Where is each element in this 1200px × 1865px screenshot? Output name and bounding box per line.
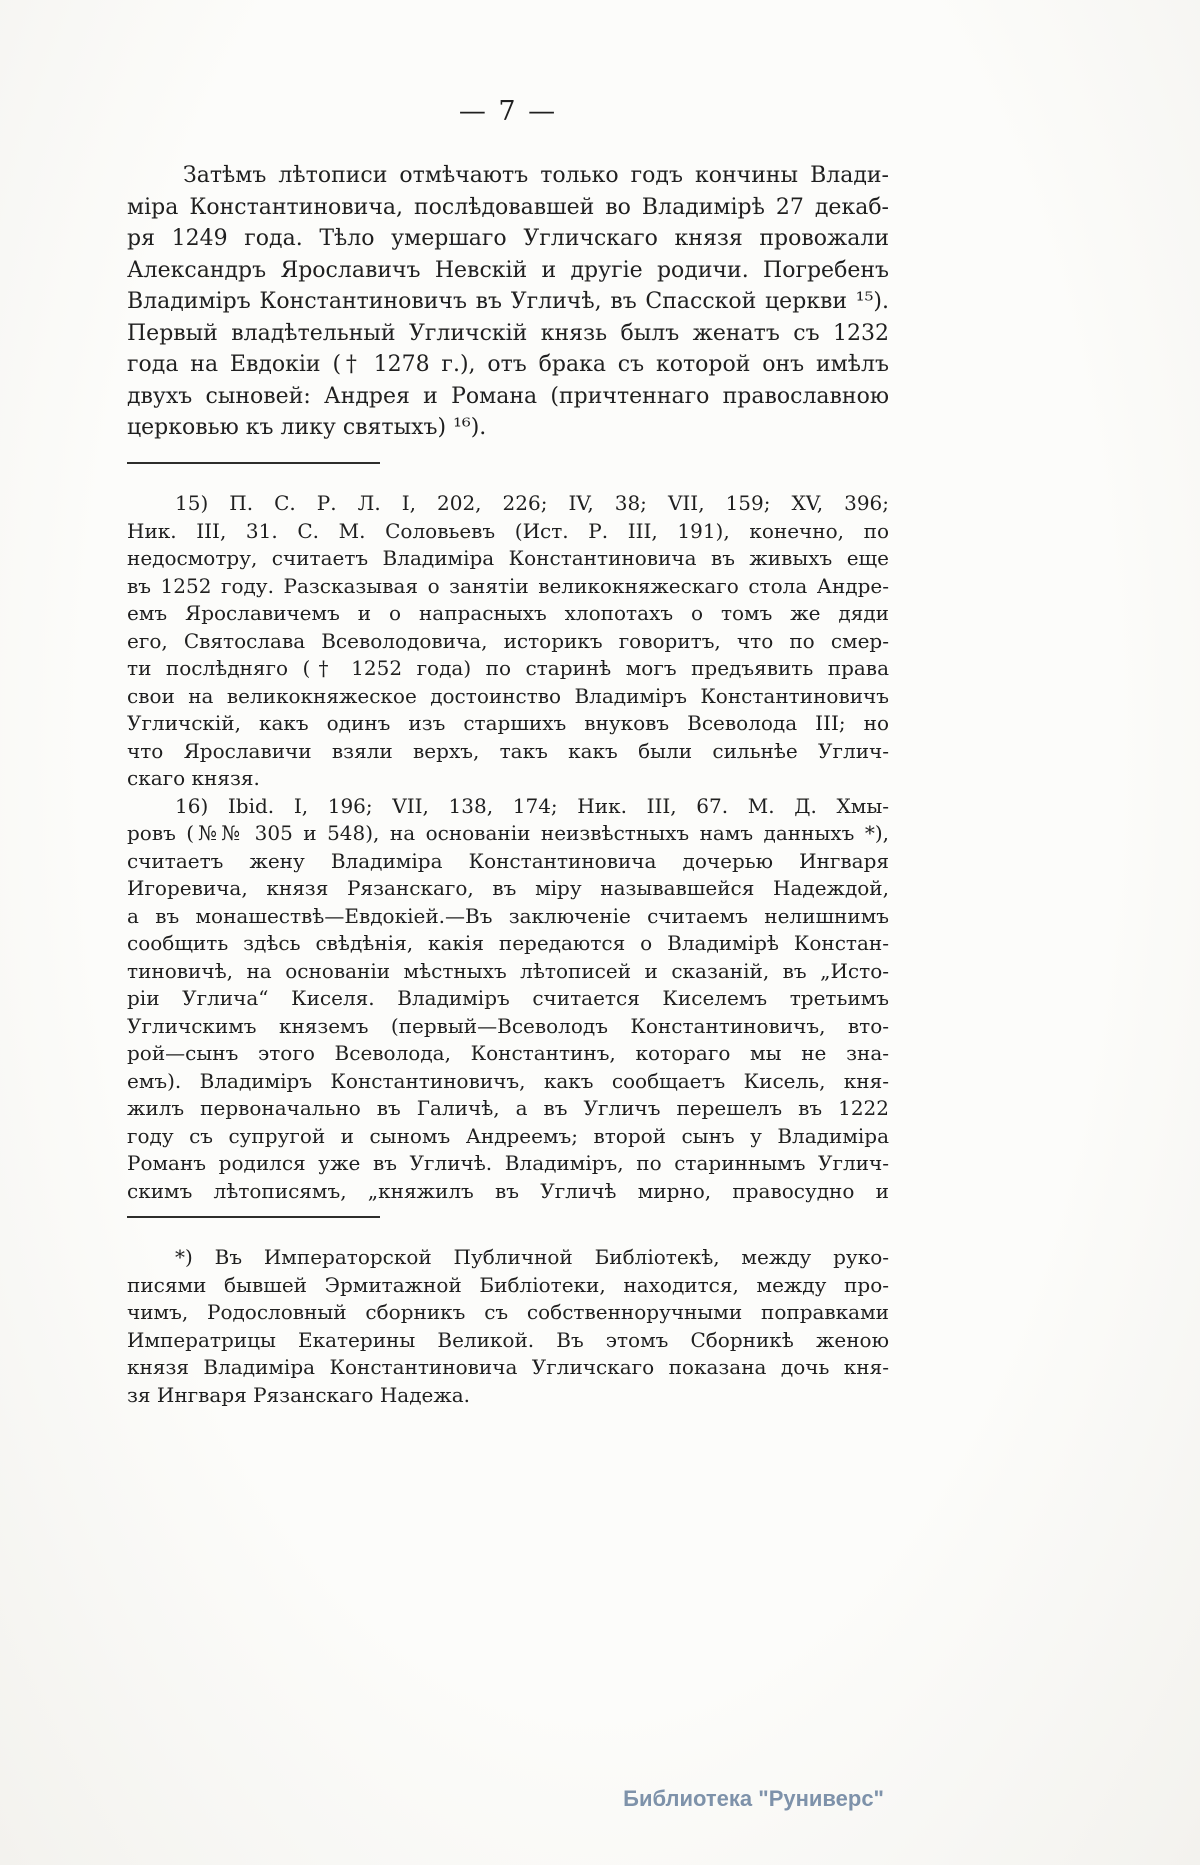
text-line: Первый владѣтельный Угличскій князь былъ женатъ съ 1232 [127, 320, 889, 346]
text-line: зя Ингваря Рязанскаго Надежа. [127, 1382, 471, 1407]
text-line: года на Евдокіи († 1278 г.), отъ брака съ которой онъ имѣлъ [127, 352, 889, 377]
asterisk-note-separator-rule [127, 1216, 380, 1218]
text-line: двухъ сыновей: Андрея и Романа (причтеннаго православною [127, 383, 889, 409]
text-line: писями бывшей Эрмитажной Библіотеки, находится, между про- [127, 1272, 889, 1297]
footnote-15 [127, 490, 889, 793]
text-line: Романъ родился уже въ Угличѣ. Владиміръ, по стариннымъ Углич- [127, 1151, 889, 1175]
text-line: церковью къ лику святыхъ) ¹⁶). [127, 415, 487, 440]
asterisk-footnote [127, 1244, 889, 1409]
text-line: сообщить здѣсь свѣдѣнія, какія передаются о Владимірѣ Констан- [127, 931, 889, 955]
text-line: князя Владиміра Константиновича Угличскаго показана дочь кня- [127, 1355, 889, 1379]
text-line: его, Святослава Всеволодовича, историкъ говоритъ, что по смер- [127, 628, 889, 653]
text-line: году съ супругой и сыномъ Андреемъ; второй сынъ у Владиміра [127, 1123, 889, 1148]
text-line: скаго князя. [127, 766, 260, 790]
text-line: 15) П. С. Р. Л. I, 202, 226; IV, 38; VII, 159; XV, 396; [175, 491, 889, 515]
text-line: Ник. III, 31. С. М. Соловьевъ (Ист. Р. III, 191), конечно, по [127, 518, 889, 543]
footnote-16 [127, 793, 889, 1206]
text-line: считаетъ жену Владиміра Константиновича дочерью Ингваря [127, 848, 889, 873]
text-line: въ 1252 году. Разсказывая о занятіи великокняжескаго стола Андре- [127, 573, 889, 598]
text-line: Императрицы Екатерины Великой. Въ этомъ Сборникѣ женою [127, 1327, 889, 1352]
text-line: недосмотру, считаетъ Владиміра Константиновича въ живыхъ еще [127, 546, 889, 570]
text-line: емъ). Владиміръ Константиновичъ, какъ сообщаетъ Кисель, кня- [127, 1068, 889, 1093]
text-line: Угличскимъ княземъ (первый—Всеволодъ Константиновичъ, вто- [127, 1013, 889, 1038]
text-line: ровъ (№№ 305 и 548), на основаніи неизвѣстныхъ намъ данныхъ *), [127, 821, 889, 845]
footnotes-section [127, 490, 889, 1205]
text-line: Владиміръ Константиновичъ въ Угличѣ, въ Спасской церкви ¹⁵). [127, 289, 889, 314]
text-line: скимъ лѣтописямъ, „княжилъ въ Угличѣ мирно, правосудно и [127, 1178, 889, 1203]
text-line: Александръ Ярославичъ Невскій и другіе родичи. Погребенъ [127, 257, 889, 283]
text-line: ти послѣдняго († 1252 года) по старинѣ могъ предъявить права [127, 656, 889, 680]
text-line: а въ монашествѣ—Евдокіей.—Въ заключеніе считаемъ нелишнимъ [127, 903, 889, 928]
page-number: — 7 — [458, 96, 558, 127]
library-watermark: Библиотека "Руниверс" [623, 1786, 884, 1811]
text-line: что Ярославичи взяли верхъ, такъ какъ были сильнѣе Углич- [127, 738, 889, 763]
text-line: ріи Углича“ Киселя. Владиміръ считается Киселемъ третьимъ [127, 986, 889, 1010]
text-line: чимъ, Родословный сборникъ съ собственноручными поправками [127, 1300, 889, 1324]
text-line: свои на великокняжеское достоинство Владиміръ Константиновичъ [127, 683, 889, 708]
text-line: ря 1249 года. Тѣло умершаго Угличскаго князя провожали [127, 226, 889, 251]
text-line: жилъ первоначально въ Галичѣ, а въ Угличъ перешелъ въ 1222 [127, 1096, 889, 1120]
text-line: Затѣмъ лѣтописи отмѣчаютъ только годъ кончины Влади- [183, 163, 889, 188]
text-line: Угличскій, какъ одинъ изъ старшихъ внуковъ Всеволода III; но [127, 711, 889, 735]
text-line: міра Константиновича, послѣдовавшей во Владимірѣ 27 декаб- [127, 194, 889, 220]
footnote-separator-rule [127, 462, 380, 464]
main-paragraph [127, 160, 889, 444]
text-line: Игоревича, князя Рязанскаго, въ міру называвшейся Надеждой, [127, 876, 889, 900]
text-line: тиновичѣ, на основаніи мѣстныхъ лѣтописей и сказаній, въ „Исто- [127, 958, 889, 983]
text-line: *) Въ Императорской Публичной Библіотекѣ, между руко- [175, 1245, 889, 1269]
text-line: емъ Ярославичемъ и о напрасныхъ хлопотахъ о томъ же дяди [127, 601, 889, 625]
text-line: рой—сынъ этого Всеволода, Константинъ, котораго мы не зна- [127, 1041, 889, 1065]
text-line: 16) Ibid. I, 196; VII, 138, 174; Ник. III, 67. М. Д. Хмы- [175, 793, 889, 818]
